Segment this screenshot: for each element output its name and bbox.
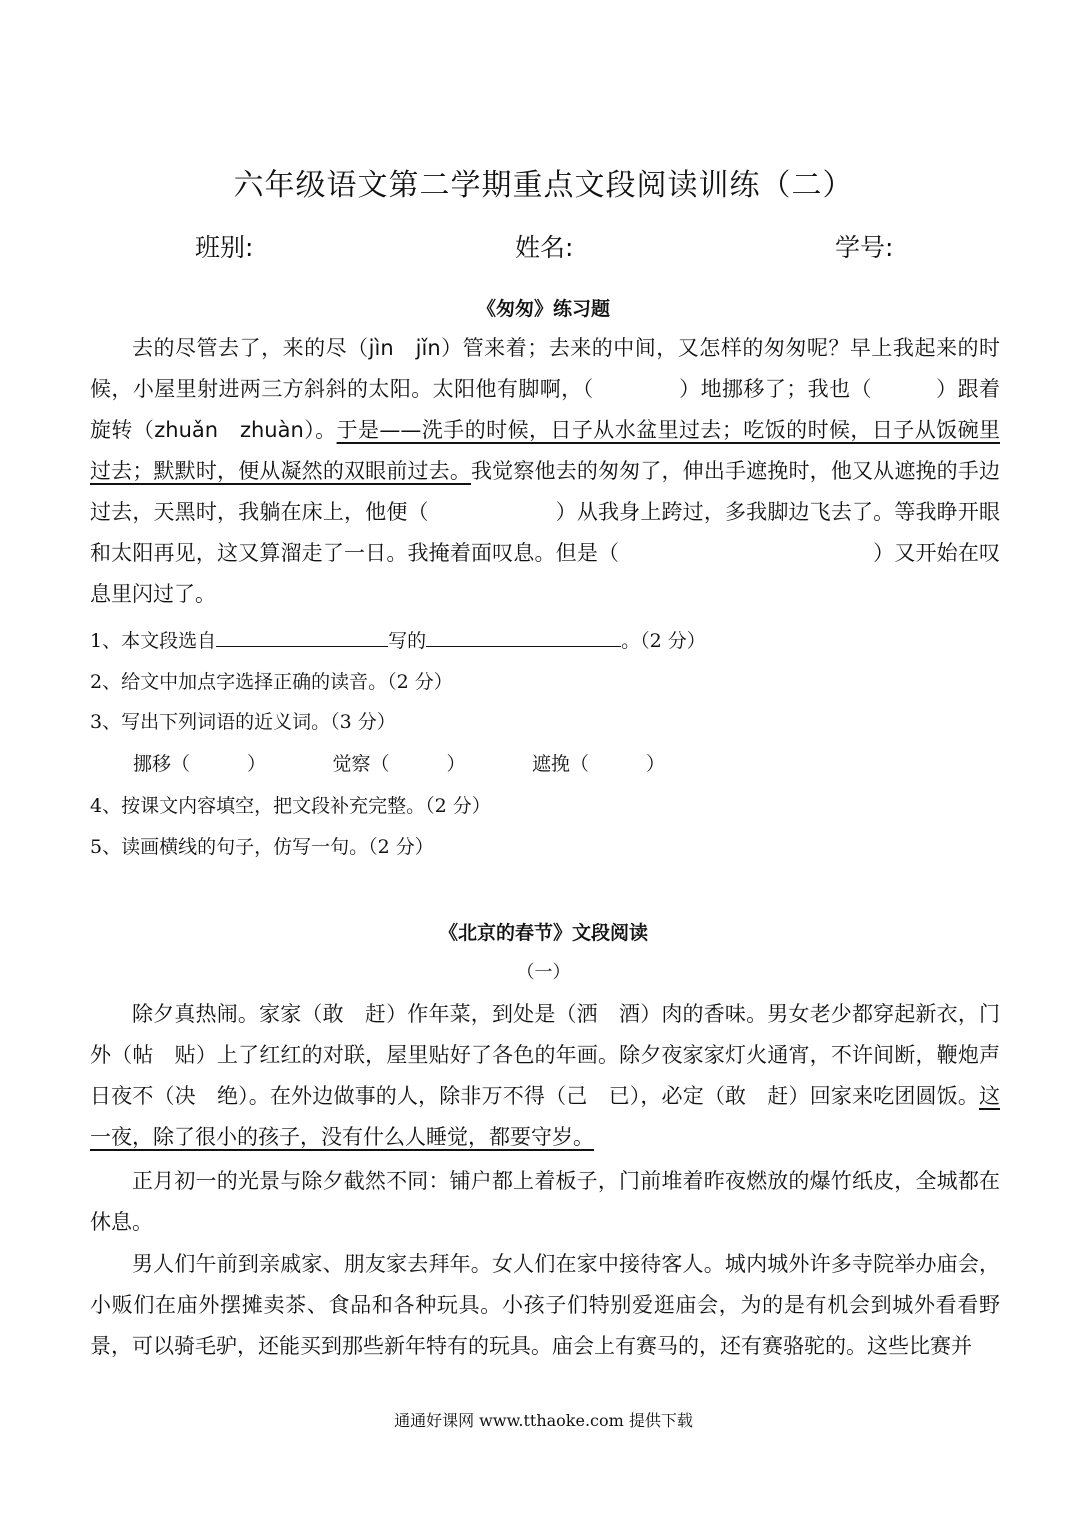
class-label: 班别: [195,233,254,262]
question-1: 1、本文段选自 写的 。（2 分） [90,626,706,655]
page-title: 六年级语文第二学期重点文段阅读训练（二） [233,168,854,203]
passage-beijing-1 [90,994,1000,1158]
underlined-sentence: 于是——洗手的时候，日子从水盆里过去；吃饭的时候，日子从饭碗里过去；默默时，便从凝然的双眼前过去。 [90,418,1001,483]
passage-text: 去的尽管去了，来的尽（jìn jǐn）管来着；去来的中间，又怎样的匆匆呢？早上我起来的时候，小屋里射进两三方斜斜的太阳。太阳他有脚啊，（ ）地挪移了；我也（ ）跟着旋转（zhuǎn zhuàn）。 [90,336,1000,442]
section-subheading: （一） [516,962,571,983]
question-3: 3、写出下列词语的近义词。（3 分） [90,711,396,733]
student-number-label: 学号: [835,233,894,262]
passage-beijing-3: 男人们午前到亲戚家、朋友家去拜年。女人们在家中接待客人。城内城外许多寺院举办庙会，小贩们在庙外摆摊卖茶、食品和各种玩具。小孩子们特别爱逛庙会，为的是有机会到城外看看野景，可以骑毛驴，还能买到那些新年特有的玩具。庙会上有赛马的，还有赛骆驼的。这些比赛并 [90,1252,1000,1358]
question-3-words: 挪移（ ） 觉察（ ） 遮挽（ ） [133,753,666,775]
answer-blank[interactable] [426,626,621,647]
passage-beijing-2: 正月初一的光景与除夕截然不同：铺户都上着板子，门前堆着昨夜燃放的爆竹纸皮，全城都在休息。 [90,1169,1000,1234]
section-heading-beijing-spring-festival: 《北京的春节》文段阅读 [438,922,648,944]
passage-text: 我觉察他去的匆匆了，伸出手遮挽时，他又从遮挽的手边过去，天黑时，我躺在床上，他便（ ）从我身上跨过，多我脚边飞去了。等我睁开眼和太阳再见，这又算溜走了一日。我掩着面叹息。但是（ ）又开始在叹息里闪过了。 [90,459,1000,606]
section-heading-congcong: 《匆匆》练习题 [476,298,610,320]
question-4: 4、按课文内容填空，把文段补充完整。（2 分） [90,795,491,817]
name-label: 姓名: [515,233,574,262]
passage-congcong [90,328,1000,615]
page-footer: 通通好课网 www.tthaoke.com 提供下载 [394,1411,693,1430]
passage-text: 除夕真热闹。家家（敢 赶）作年菜，到处是（洒 酒）肉的香味。男女老少都穿起新衣，门外（帖 贴）上了红红的对联，屋里贴好了各色的年画。除夕夜家家灯火通宵，不许间断，鞭炮声日夜不（决 绝）。在外边做事的人，除非万不得（己 已），必定（敢 赶）回家来吃团圆饭。 [90,1002,1000,1108]
underlined-sentence: 这一夜，除了很小的孩子，没有什么人睡觉，都要守岁。 [90,1084,1000,1149]
answer-blank[interactable] [216,626,388,647]
question-5: 5、读画横线的句子，仿写一句。（2 分） [90,836,434,858]
question-2: 2、给文中加点字选择正确的读音。（2 分） [90,671,453,693]
